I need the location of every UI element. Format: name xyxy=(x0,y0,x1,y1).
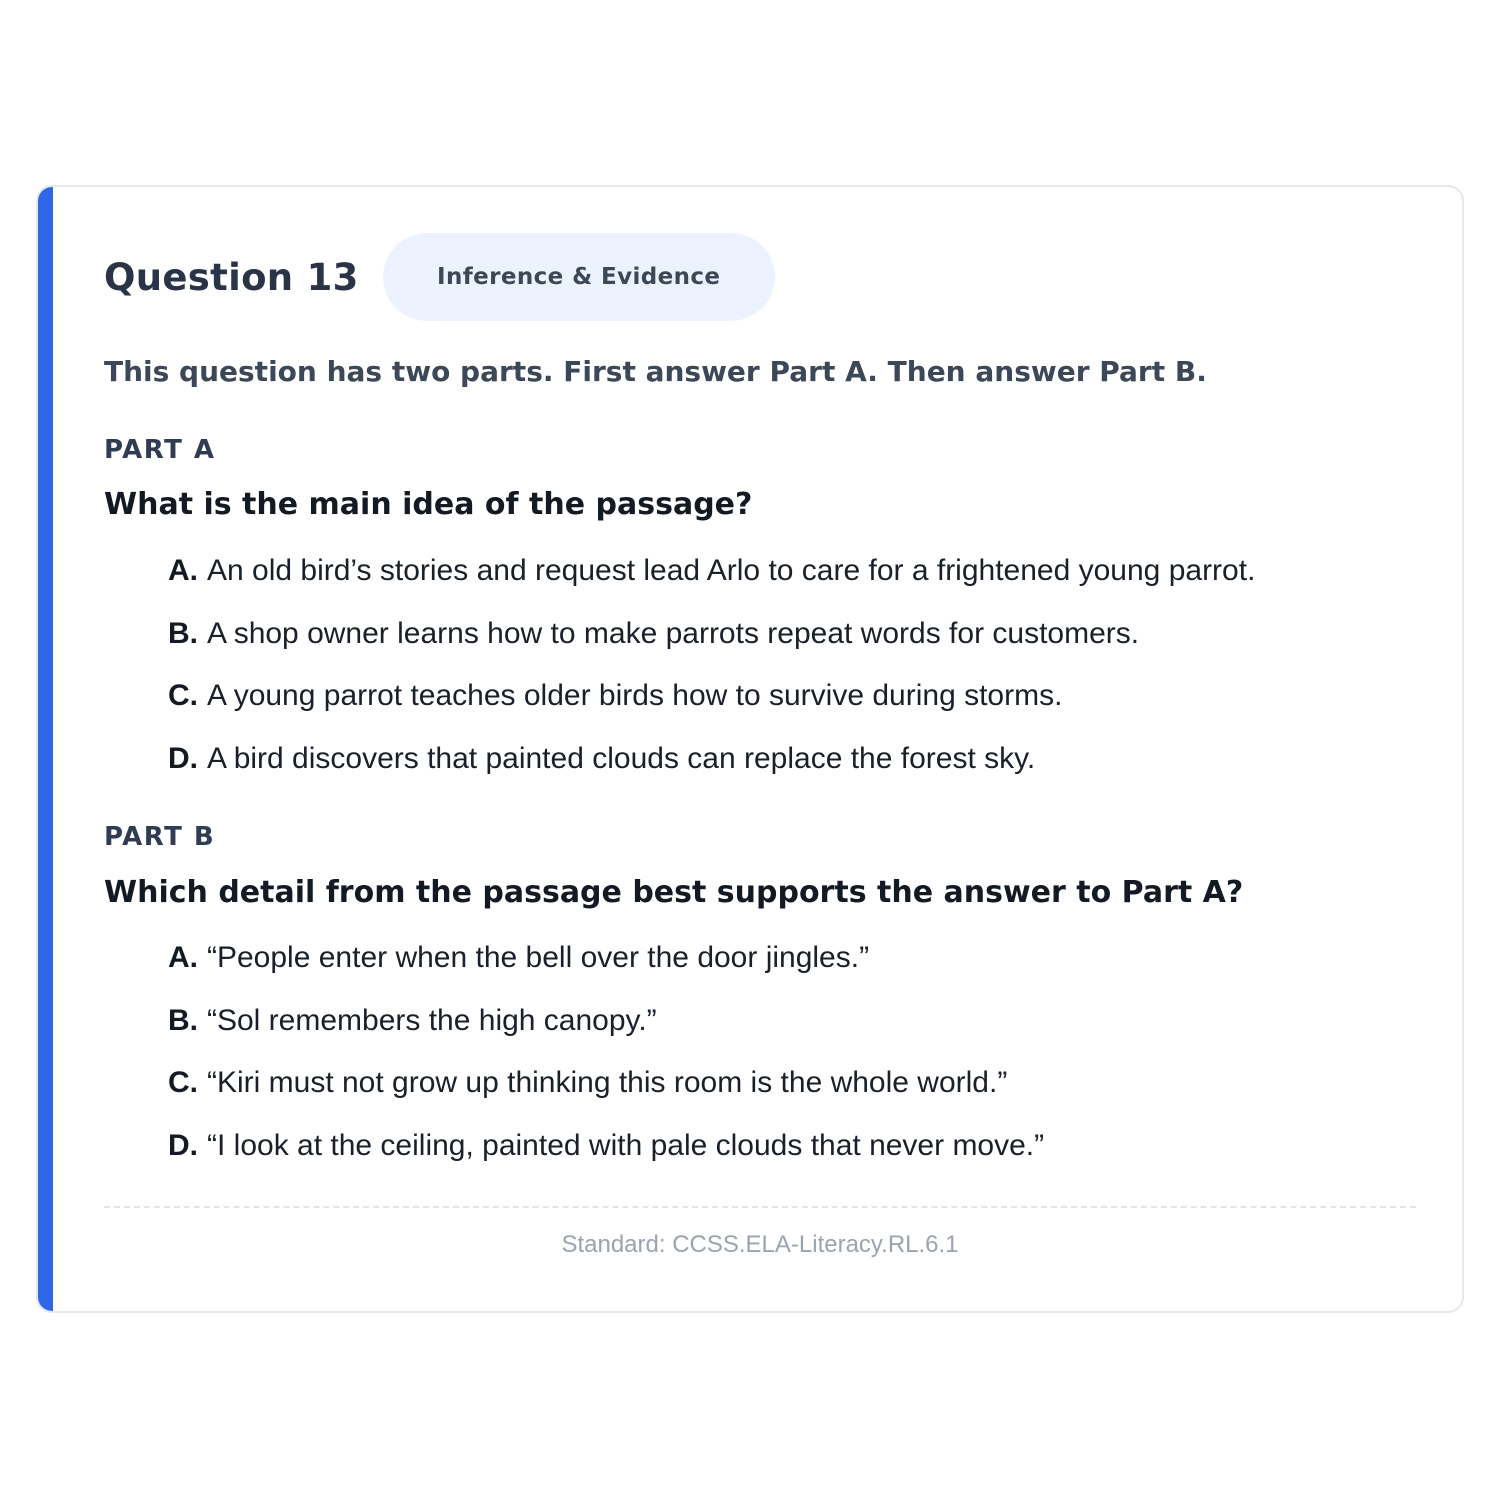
part-a-label: PART A xyxy=(104,435,216,465)
option-letter: A. xyxy=(168,554,198,588)
option-letter: C. xyxy=(168,679,198,713)
part-b-options xyxy=(168,927,1044,1177)
part-b-label: PART B xyxy=(104,822,216,852)
option-text: A shop owner learns how to make parrots repeat words for customers. xyxy=(207,616,1140,650)
accent-bar xyxy=(38,187,53,1311)
question-header xyxy=(104,233,775,321)
option-letter: C. xyxy=(168,1066,198,1100)
standard-label: Standard: CCSS.ELA-Literacy.RL.6.1 xyxy=(561,1231,959,1258)
option-letter: A. xyxy=(168,941,198,975)
part-b-option-a[interactable] xyxy=(168,927,1044,990)
option-letter: D. xyxy=(168,1128,198,1162)
part-a-question: What is the main idea of the passage? xyxy=(104,487,753,522)
part-a-option-c[interactable] xyxy=(168,665,1255,728)
part-b-option-d[interactable] xyxy=(168,1115,1044,1178)
question-card xyxy=(36,185,1464,1313)
option-text: A young parrot teaches older birds how to survive during storms. xyxy=(207,679,1063,713)
option-text: “I look at the ceiling, painted with pale clouds that never move.” xyxy=(207,1128,1045,1162)
option-letter: D. xyxy=(168,741,198,775)
option-text: “Kiri must not grow up thinking this room is the whole world.” xyxy=(207,1066,1008,1100)
option-letter: B. xyxy=(168,616,198,650)
question-title: Question 13 xyxy=(104,255,359,299)
option-letter: B. xyxy=(168,1003,198,1037)
option-text: A bird discovers that painted clouds can replace the forest sky. xyxy=(207,741,1036,775)
skill-badge: Inference & Evidence xyxy=(383,233,775,321)
option-text: An old bird’s stories and request lead Arlo to care for a frightened young parrot. xyxy=(207,554,1256,588)
option-text: “Sol remembers the high canopy.” xyxy=(207,1003,657,1037)
part-b-question: Which detail from the passage best supports the answer to Part A? xyxy=(104,875,1244,910)
part-b-option-b[interactable] xyxy=(168,990,1044,1053)
instructions: This question has two parts. First answer Part A. Then answer Part B. xyxy=(104,355,1207,388)
part-a-option-b[interactable] xyxy=(168,603,1255,666)
part-a-option-d[interactable] xyxy=(168,728,1255,791)
part-a-option-a[interactable] xyxy=(168,540,1255,603)
option-text: “People enter when the bell over the door jingles.” xyxy=(207,941,870,975)
footer-divider xyxy=(104,1206,1416,1208)
part-a-options xyxy=(168,540,1255,790)
part-b-option-c[interactable] xyxy=(168,1052,1044,1115)
